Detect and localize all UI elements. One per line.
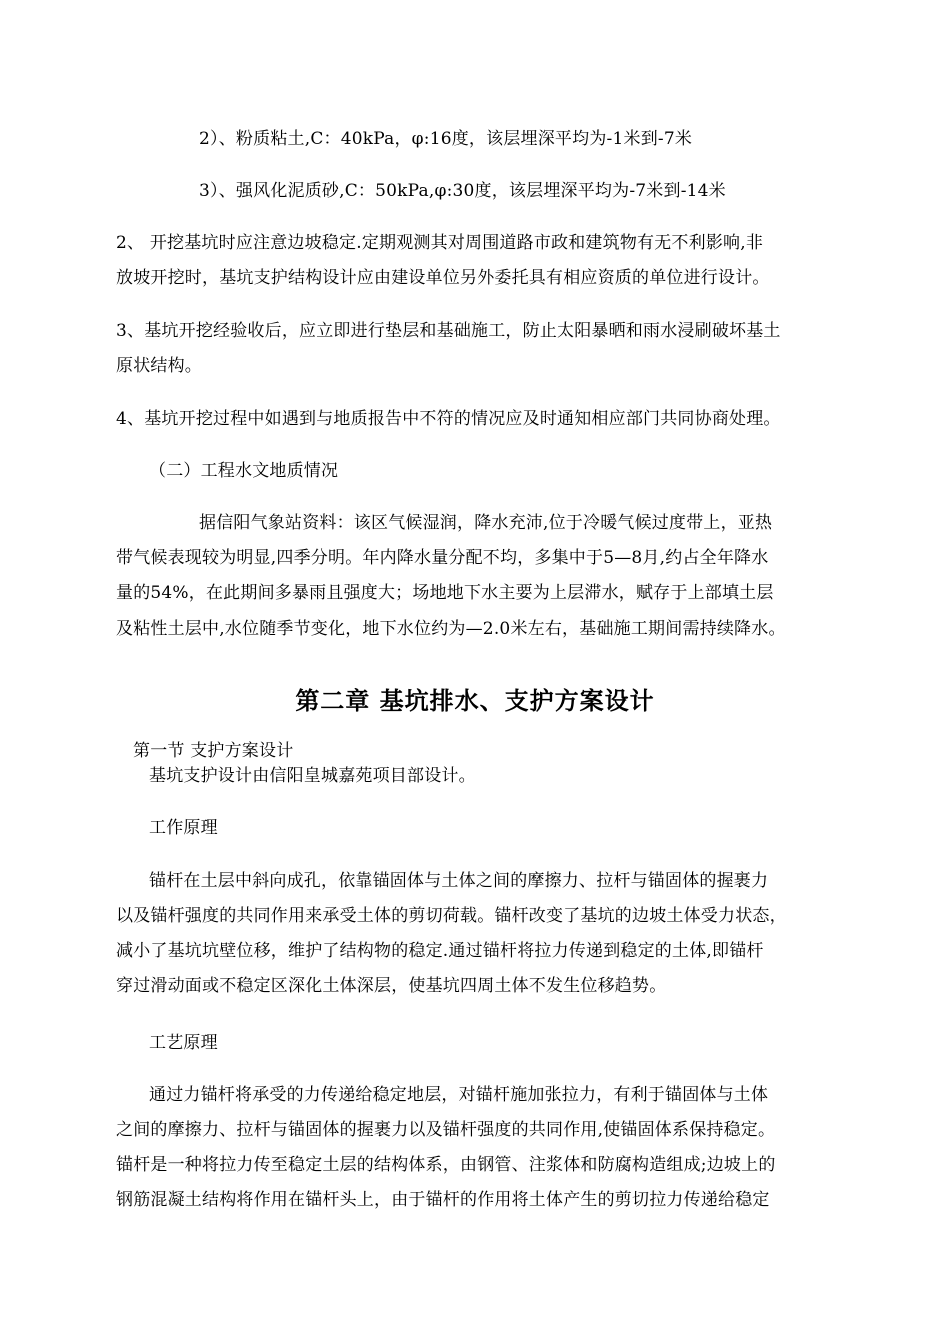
- hydro-line-4: 及粘性土层中,水位随季节变化，地下水位约为—2.0米左右，基础施工期间需持续降水。: [116, 619, 786, 639]
- section-1-heading: 第一节 支护方案设计: [133, 741, 294, 761]
- process-principle-line-2: 之间的摩擦力、拉杆与锚固体的握裹力以及锚杆强度的共同作用,使锚固体系保持稳定。: [116, 1120, 776, 1140]
- process-principle-line-3: 锚杆是一种将拉力传至稳定土层的结构体系，由钢管、注浆体和防腐构造组成;边坡上的: [116, 1155, 776, 1175]
- hydro-line-1: 据信阳气象站资料：该区气候湿润，降水充沛,位于冷暖气候过度带上，亚热: [199, 513, 773, 533]
- hydro-line-2: 带气候表现较为明显,四季分明。年内降水量分配不均，多集中于5—8月,约占全年降水: [116, 548, 769, 568]
- work-principle-line-1: 锚杆在土层中斜向成孔，依靠锚固体与土体之间的摩擦力、拉杆与锚固体的握裹力: [149, 871, 769, 891]
- process-principle-line-1: 通过力锚杆将承受的力传递给稳定地层，对锚杆施加张拉力，有利于锚固体与土体: [149, 1085, 769, 1105]
- work-principle-heading: 工作原理: [149, 818, 218, 838]
- chapter-title: 第二章 基坑排水、支护方案设计: [295, 687, 655, 715]
- note-4-line-1: 4、基坑开挖过程中如遇到与地质报告中不符的情况应及时通知相应部门共同协商处理。: [116, 409, 781, 429]
- work-principle-line-4: 穿过滑动面或不稳定区深化土体深层，使基坑四周土体不发生位移趋势。: [116, 976, 667, 996]
- note-2-line-1: 2、 开挖基坑时应注意边坡稳定.定期观测其对周围道路市政和建筑物有无不利影响,非: [116, 233, 764, 253]
- soil-item-2: 2）、粉质粘土,C：40kPa，φ:16度，该层埋深平均为-1米到-7米: [199, 129, 693, 149]
- note-2-line-2: 放坡开挖时，基坑支护结构设计应由建设单位另外委托具有相应资质的单位进行设计。: [116, 268, 770, 288]
- note-3-line-2: 原状结构。: [116, 356, 202, 376]
- section-1-intro: 基坑支护设计由信阳皇城嘉苑项目部设计。: [149, 766, 476, 786]
- work-principle-line-2: 以及锚杆强度的共同作用来承受土体的剪切荷载。锚杆改变了基坑的边坡土体受力状态，: [116, 906, 787, 926]
- note-3-line-1: 3、基坑开挖经验收后，应立即进行垫层和基础施工，防止太阳暴晒和雨水浸刷破坏基土: [116, 321, 781, 341]
- process-principle-line-4: 钢筋混凝土结构将作用在锚杆头上，由于锚杆的作用将土体产生的剪切拉力传递给稳定: [116, 1190, 770, 1210]
- hydro-line-3: 量的54%，在此期间多暴雨且强度大；场地地下水主要为上层滞水，赋存于上部填土层: [116, 583, 774, 603]
- process-principle-heading: 工艺原理: [149, 1033, 218, 1053]
- work-principle-line-3: 减小了基坑坑壁位移，维护了结构物的稳定.通过锚杆将拉力传递到稳定的土体,即锚杆: [116, 941, 764, 961]
- soil-item-3: 3）、强风化泥质砂,C：50kPa,φ:30度，该层埋深平均为-7米到-14米: [199, 181, 726, 201]
- hydro-heading: （二）工程水文地质情况: [149, 461, 339, 481]
